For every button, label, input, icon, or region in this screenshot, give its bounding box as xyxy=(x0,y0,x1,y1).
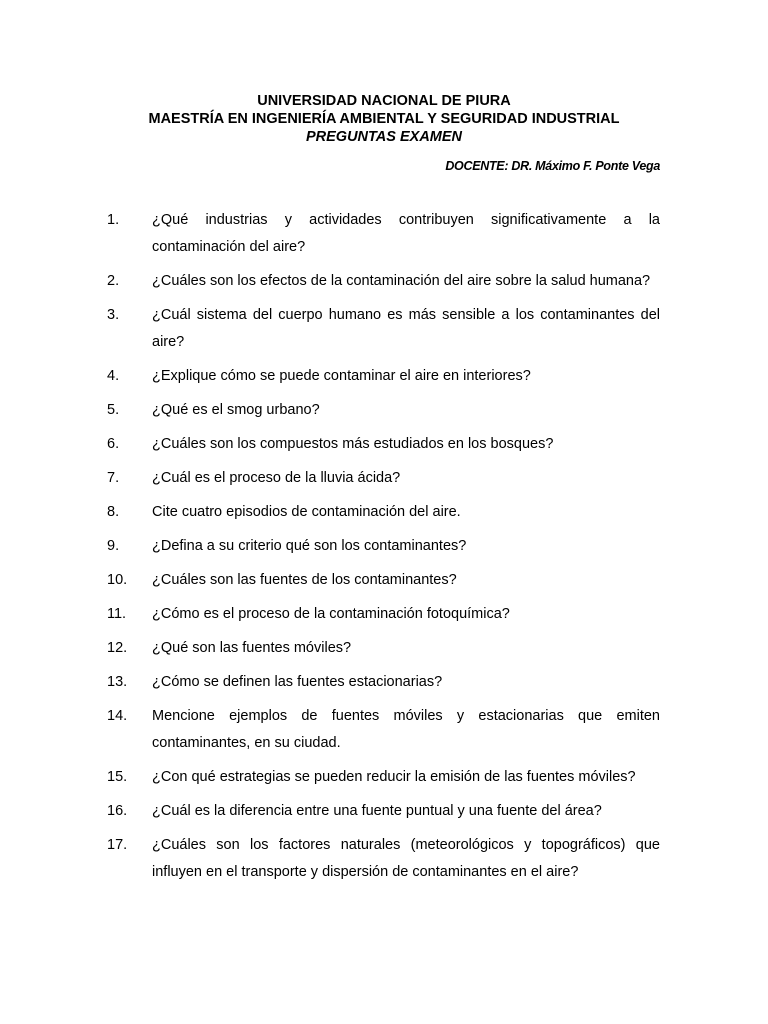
question-item xyxy=(0,567,768,594)
question-text: ¿Qué es el smog urbano? xyxy=(152,402,320,418)
question-text: ¿Cómo se definen las fuentes estacionarias? xyxy=(152,674,443,690)
question-item xyxy=(0,499,768,526)
question-item xyxy=(0,635,768,662)
question-item xyxy=(0,703,768,757)
question-number: 8. xyxy=(107,504,120,520)
question-text: ¿Cuál sistema del cuerpo humano es más sensible a los contaminantes del aire? xyxy=(152,307,660,350)
question-item xyxy=(0,798,768,825)
question-text: ¿Explique cómo se puede contaminar el aire en interiores? xyxy=(152,368,531,384)
question-number: 10. xyxy=(107,572,128,588)
docente-line: DOCENTE: DR. Máximo F. Ponte Vega xyxy=(445,159,660,173)
question-item xyxy=(0,302,768,356)
question-text: ¿Defina a su criterio qué son los contaminantes? xyxy=(152,538,467,554)
program-title: MAESTRÍA EN INGENIERÍA AMBIENTAL Y SEGURIDAD INDUSTRIAL xyxy=(148,111,620,127)
document-header xyxy=(0,92,768,146)
question-item xyxy=(0,669,768,696)
question-item xyxy=(0,431,768,458)
university-title: UNIVERSIDAD NACIONAL DE PIURA xyxy=(257,93,511,109)
question-text: ¿Cuál es el proceso de la lluvia ácida? xyxy=(152,470,401,486)
question-list xyxy=(0,207,768,893)
question-text: ¿Cuáles son los factores naturales (meteorológicos y topográficos) que influyen en el transporte y dispersión de contaminantes en el aire? xyxy=(152,837,660,880)
question-number: 9. xyxy=(107,538,120,554)
question-number: 13. xyxy=(107,674,128,690)
question-text: Mencione ejemplos de fuentes móviles y estacionarias que emiten contaminantes, en su ciudad. xyxy=(152,708,660,751)
question-text: ¿Cuáles son los compuestos más estudiados en los bosques? xyxy=(152,436,554,452)
question-text: ¿Cuáles son los efectos de la contaminación del aire sobre la salud humana? xyxy=(152,273,651,289)
question-text: ¿Qué son las fuentes móviles? xyxy=(152,640,352,656)
question-item xyxy=(0,533,768,560)
question-text: ¿Cuáles son las fuentes de los contaminantes? xyxy=(152,572,457,588)
question-text: ¿Con qué estrategias se pueden reducir la emisión de las fuentes móviles? xyxy=(152,769,636,785)
question-text: ¿Cuál es la diferencia entre una fuente puntual y una fuente del área? xyxy=(152,803,602,819)
question-number: 5. xyxy=(107,402,120,418)
question-number: 3. xyxy=(107,307,120,323)
question-number: 7. xyxy=(107,470,120,486)
question-item xyxy=(0,832,768,886)
question-item xyxy=(0,207,768,261)
question-item xyxy=(0,764,768,791)
question-text: ¿Cómo es el proceso de la contaminación fotoquímica? xyxy=(152,606,510,622)
question-text: Cite cuatro episodios de contaminación del aire. xyxy=(152,504,461,520)
question-number: 17. xyxy=(107,837,128,853)
question-number: 11. xyxy=(107,606,127,622)
question-text: ¿Qué industrias y actividades contribuyen significativamente a la contaminación del aire? xyxy=(152,212,660,255)
question-number: 12. xyxy=(107,640,128,656)
question-item xyxy=(0,397,768,424)
question-item xyxy=(0,268,768,295)
exam-title: PREGUNTAS EXAMEN xyxy=(305,129,463,145)
question-number: 14. xyxy=(107,708,128,724)
question-item xyxy=(0,363,768,390)
question-number: 15. xyxy=(107,769,128,785)
question-number: 4. xyxy=(107,368,120,384)
question-number: 6. xyxy=(107,436,120,452)
question-number: 1. xyxy=(107,212,120,228)
question-number: 16. xyxy=(107,803,128,819)
question-item xyxy=(0,601,768,628)
question-number: 2. xyxy=(107,273,120,289)
question-item xyxy=(0,465,768,492)
